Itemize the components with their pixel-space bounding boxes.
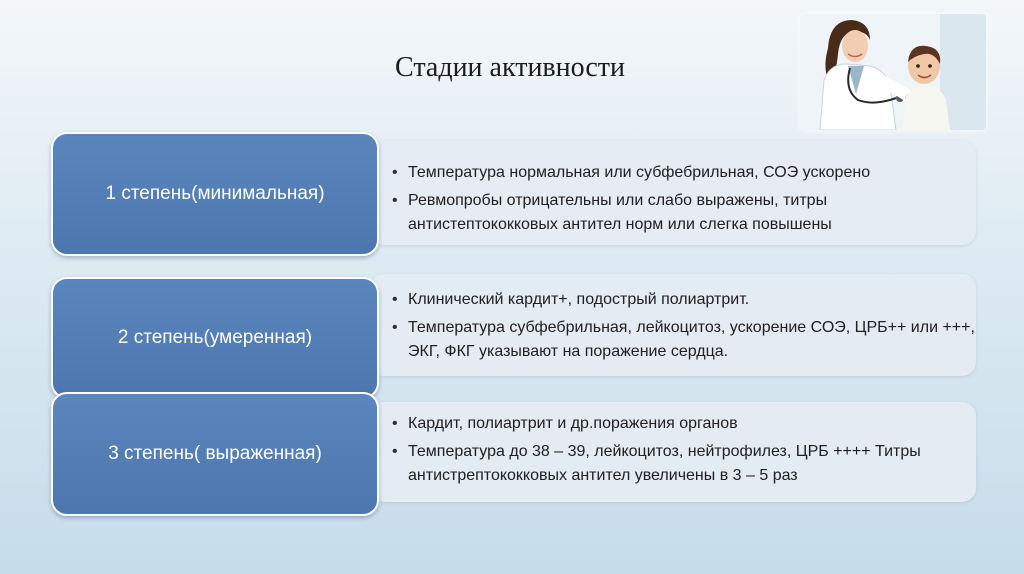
stage-1-detail-item: • Ревмопробы отрицательны или слабо выражены, титры антистептококковых антител норм или слегка повышены: [408, 189, 976, 237]
stage-3-details: [370, 402, 976, 502]
stage-3-detail-item: • Кардит, полиартрит и др.поражения органов: [408, 412, 976, 436]
stage-2-label: 2 степень(умеренная): [117, 327, 313, 348]
stage-1-details: [370, 141, 976, 245]
doctor-child-photo: [800, 14, 986, 130]
stage-2-details: [370, 274, 976, 376]
stage-1-box: [51, 132, 379, 256]
stage-2-detail-item: • Температура субфебрильная, лейкоцитоз, ускорение СОЭ, ЦРБ++ или +++, ЭКГ, ФКГ указывают на поражение сердца.: [408, 316, 976, 364]
stage-2-box: [51, 277, 379, 399]
stage-3-label: 3 степень( выраженная): [108, 443, 322, 464]
stage-3-box: [51, 392, 379, 516]
doctor-child-illustration: [800, 14, 986, 130]
slide-title: Стадии активности: [395, 52, 625, 83]
stage-1-detail-item: • Температура нормальная или субфебрильная, СОЭ ускорено: [408, 161, 976, 185]
stage-3-detail-item: • Температура до 38 – 39, лейкоцитоз, нейтрофилез, ЦРБ ++++ Титры антистрептококковых антител увеличены в 3 – 5 раз: [408, 440, 976, 488]
stage-1-label: 1 степень(минимальная): [105, 183, 325, 204]
stage-2-detail-item: • Клинический кардит+, подострый полиартрит.: [408, 288, 976, 312]
